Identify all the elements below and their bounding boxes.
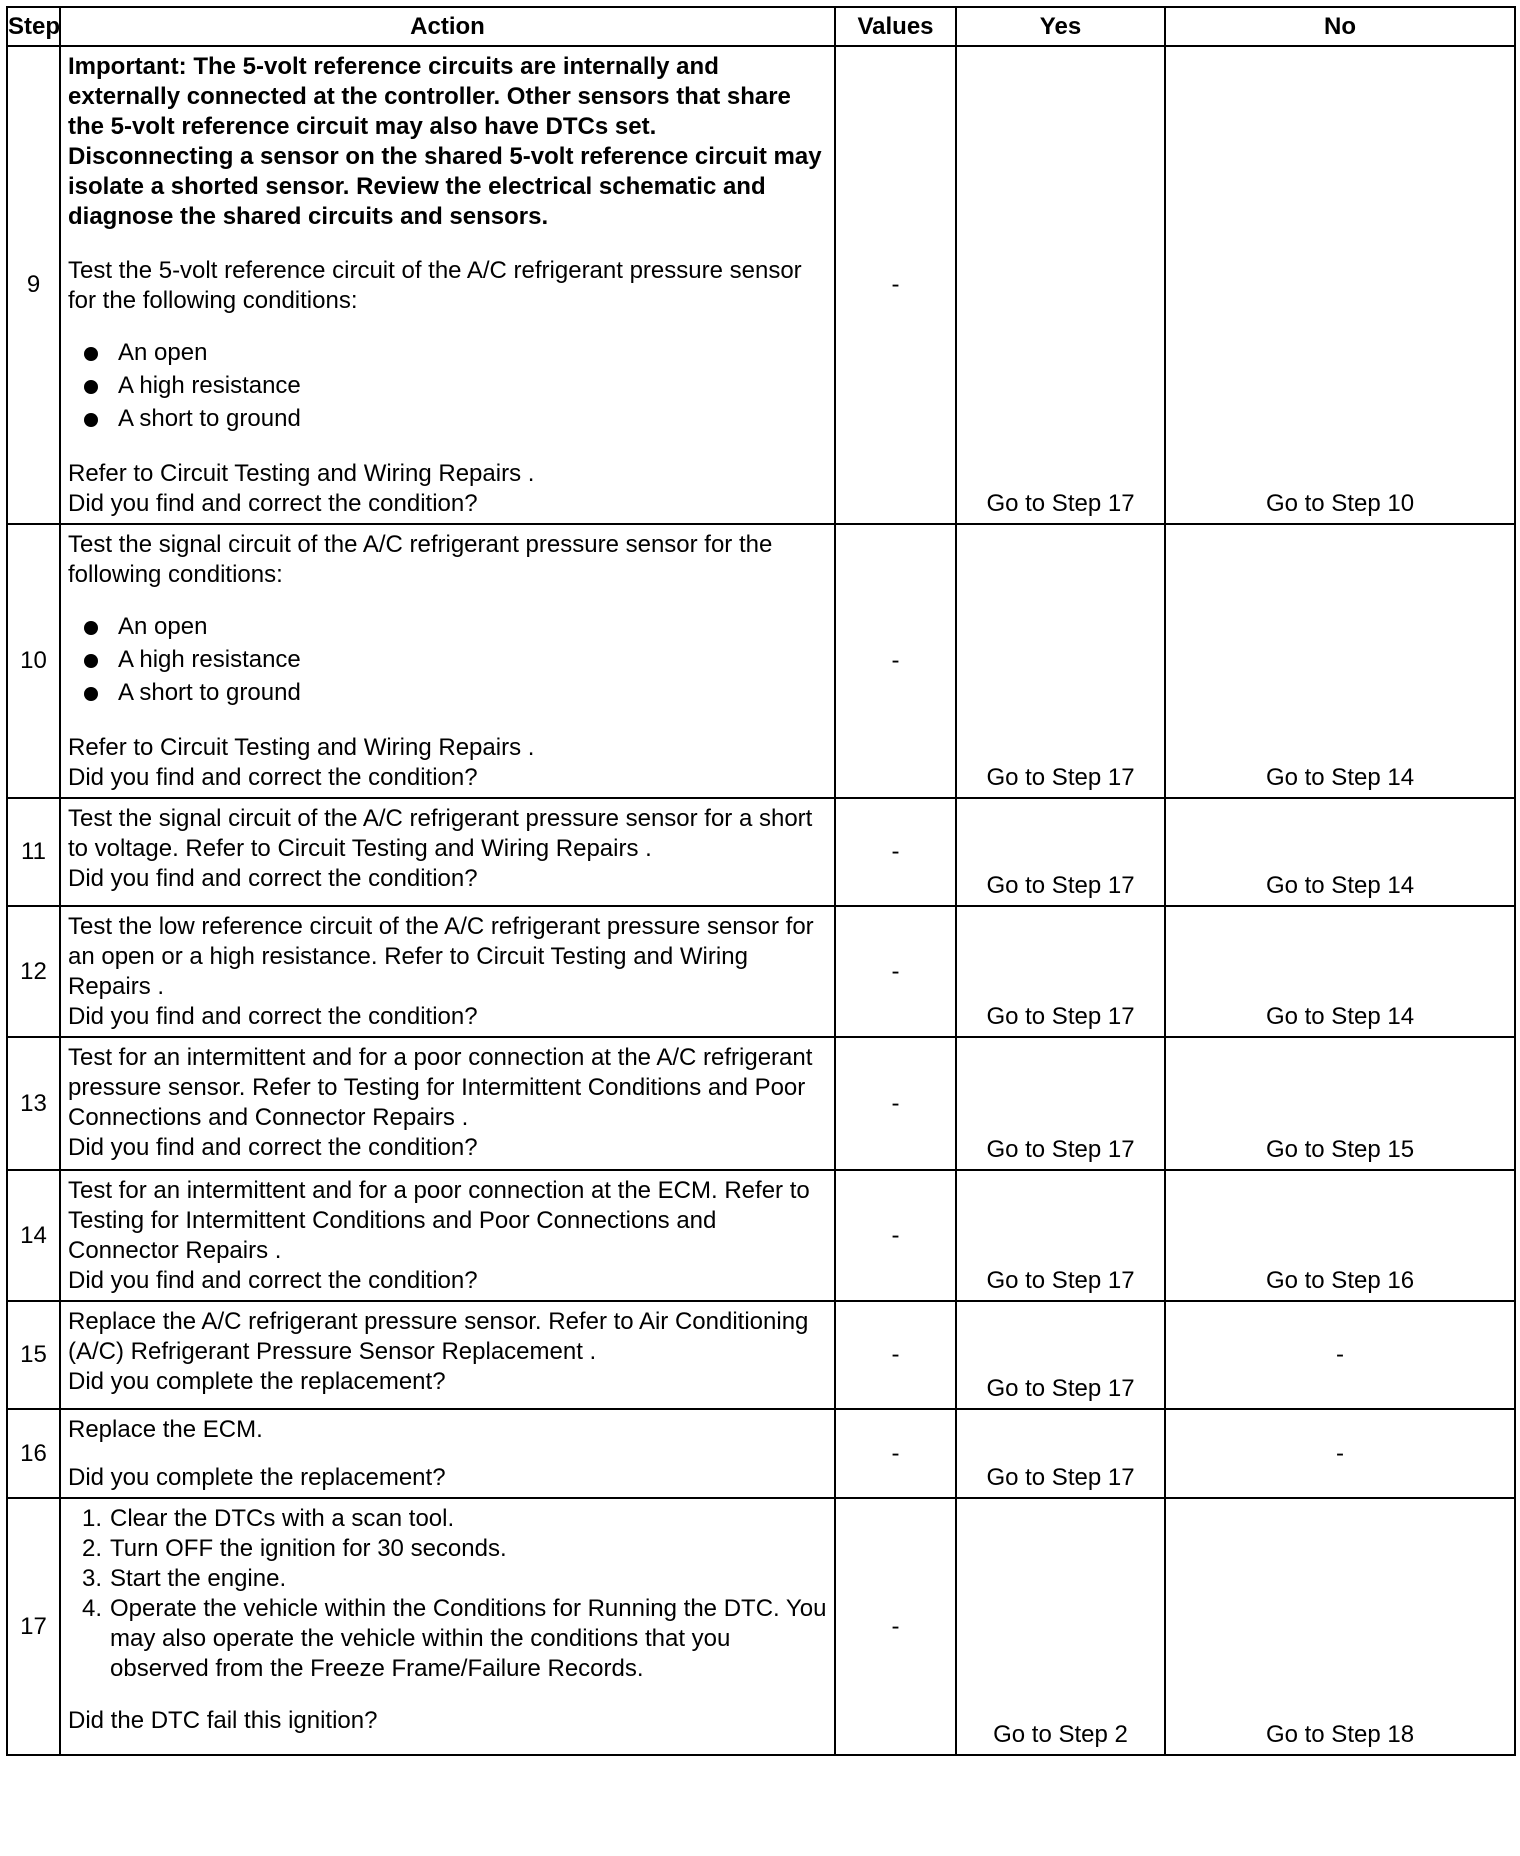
condition-list <box>68 338 828 437</box>
question-text: Did you find and correct the condition? <box>68 1003 478 1030</box>
no-cell: Go to Step 10 <box>1165 46 1515 524</box>
list-text: Turn OFF the ignition for 30 seconds. <box>110 1535 507 1562</box>
header-no: No <box>1165 7 1515 46</box>
step-number: 9 <box>7 46 60 524</box>
step-number: 17 <box>7 1498 60 1755</box>
step-number: 10 <box>7 524 60 798</box>
important-note: Important: The 5-volt reference circuits are internally and externally connected at the controller. Other sensors that share the 5-volt reference circuit may also have DTCs set. Disconnecting a sensor on the shared 5-volt reference circuit may isolate a shorted sensor. Review the electrical schematic and diagnose the shared circuits and sensors. <box>68 53 822 230</box>
list-item: A short to ground <box>82 404 828 437</box>
list-item: An open <box>82 338 828 371</box>
action-cell <box>60 1498 835 1755</box>
action-cell <box>60 1170 835 1301</box>
yes-cell: Go to Step 17 <box>956 1301 1165 1409</box>
question-text: Did you complete the replacement? <box>68 1464 446 1491</box>
yes-cell: Go to Step 2 <box>956 1498 1165 1755</box>
list-number: 1. <box>81 1505 102 1532</box>
action-text: Test for an intermittent and for a poor connection at the ECM. Refer to Testing for Intermittent Conditions and Poor Connections and Connector Repairs . <box>68 1177 810 1264</box>
no-cell: - <box>1165 1409 1515 1498</box>
values-cell: - <box>835 524 956 798</box>
no-cell: Go to Step 16 <box>1165 1170 1515 1301</box>
yes-cell: Go to Step 17 <box>956 46 1165 524</box>
refer-text: Refer to Circuit Testing and Wiring Repairs . <box>68 460 535 487</box>
no-cell: - <box>1165 1301 1515 1409</box>
action-cell <box>60 1409 835 1498</box>
no-cell: Go to Step 14 <box>1165 798 1515 906</box>
yes-cell: Go to Step 17 <box>956 1170 1165 1301</box>
header-action: Action <box>60 7 835 46</box>
table-row <box>7 524 1515 798</box>
question-text: Did you find and correct the condition? <box>68 490 478 517</box>
list-item: A short to ground <box>82 678 828 711</box>
list-item <box>68 1504 828 1534</box>
list-item <box>68 1534 828 1564</box>
list-number: 2. <box>81 1535 102 1562</box>
step-number: 12 <box>7 906 60 1037</box>
action-text: Replace the A/C refrigerant pressure sensor. Refer to Air Conditioning (A/C) Refrigerant Pressure Sensor Replacement . <box>68 1308 809 1365</box>
no-cell: Go to Step 18 <box>1165 1498 1515 1755</box>
question-text: Did you find and correct the condition? <box>68 764 478 791</box>
yes-cell: Go to Step 17 <box>956 1409 1165 1498</box>
table-row <box>7 798 1515 906</box>
list-item <box>68 1594 828 1684</box>
list-item: An open <box>82 612 828 645</box>
no-cell: Go to Step 14 <box>1165 524 1515 798</box>
question-text: Did you find and correct the condition? <box>68 865 478 892</box>
step-number: 16 <box>7 1409 60 1498</box>
table-row <box>7 906 1515 1037</box>
values-cell: - <box>835 1301 956 1409</box>
question-text: Did the DTC fail this ignition? <box>68 1707 378 1734</box>
table-row <box>7 1301 1515 1409</box>
step-number: 13 <box>7 1037 60 1170</box>
refer-text: Refer to Circuit Testing and Wiring Repairs . <box>68 734 535 761</box>
yes-cell: Go to Step 17 <box>956 906 1165 1037</box>
list-number: 3. <box>81 1565 102 1592</box>
list-text: Start the engine. <box>110 1565 287 1592</box>
yes-cell: Go to Step 17 <box>956 798 1165 906</box>
action-cell <box>60 1301 835 1409</box>
diagnostic-table <box>6 6 1516 1756</box>
procedure-list <box>68 1504 828 1684</box>
table-row <box>7 46 1515 524</box>
values-cell: - <box>835 1498 956 1755</box>
table-row <box>7 1498 1515 1755</box>
action-cell <box>60 524 835 798</box>
action-cell <box>60 1037 835 1170</box>
yes-cell: Go to Step 17 <box>956 1037 1165 1170</box>
question-text: Did you complete the replacement? <box>68 1368 446 1395</box>
list-text: Clear the DTCs with a scan tool. <box>110 1505 455 1532</box>
header-values: Values <box>835 7 956 46</box>
yes-cell: Go to Step 17 <box>956 524 1165 798</box>
action-cell <box>60 798 835 906</box>
action-text: Test the low reference circuit of the A/C refrigerant pressure sensor for an open or a high resistance. Refer to Circuit Testing and Wiring Repairs . <box>68 913 814 1000</box>
header-step: Step <box>7 7 60 46</box>
values-cell: - <box>835 1409 956 1498</box>
list-number: 4. <box>81 1595 102 1622</box>
list-text: Operate the vehicle within the Conditions for Running the DTC. You may also operate the vehicle within the conditions that you observed from the Freeze Frame/Failure Records. <box>110 1595 827 1682</box>
question-text: Did you find and correct the condition? <box>68 1134 478 1161</box>
values-cell: - <box>835 46 956 524</box>
no-cell: Go to Step 15 <box>1165 1037 1515 1170</box>
header-row <box>7 7 1515 46</box>
step-number: 15 <box>7 1301 60 1409</box>
condition-list <box>68 612 828 711</box>
action-cell <box>60 46 835 524</box>
action-text: Test for an intermittent and for a poor connection at the A/C refrigerant pressure sensor. Refer to Testing for Intermittent Conditions and Poor Connections and Connector Repairs . <box>68 1044 813 1131</box>
values-cell: - <box>835 906 956 1037</box>
table-row <box>7 1409 1515 1498</box>
table-row <box>7 1170 1515 1301</box>
values-cell: - <box>835 1170 956 1301</box>
no-cell: Go to Step 14 <box>1165 906 1515 1037</box>
action-cell <box>60 906 835 1037</box>
table-row <box>7 1037 1515 1170</box>
list-item: A high resistance <box>82 371 828 404</box>
values-cell: - <box>835 1037 956 1170</box>
action-text: Test the signal circuit of the A/C refrigerant pressure sensor for a short to voltage. Refer to Circuit Testing and Wiring Repairs . <box>68 805 813 862</box>
step-number: 14 <box>7 1170 60 1301</box>
step-number: 11 <box>7 798 60 906</box>
header-yes: Yes <box>956 7 1165 46</box>
values-cell: - <box>835 798 956 906</box>
action-text: Test the signal circuit of the A/C refrigerant pressure sensor for the following conditions: <box>68 531 773 588</box>
list-item: A high resistance <box>82 645 828 678</box>
list-item <box>68 1564 828 1594</box>
action-text: Test the 5-volt reference circuit of the A/C refrigerant pressure sensor for the following conditions: <box>68 257 802 314</box>
action-text: Replace the ECM. <box>68 1416 263 1443</box>
question-text: Did you find and correct the condition? <box>68 1267 478 1294</box>
